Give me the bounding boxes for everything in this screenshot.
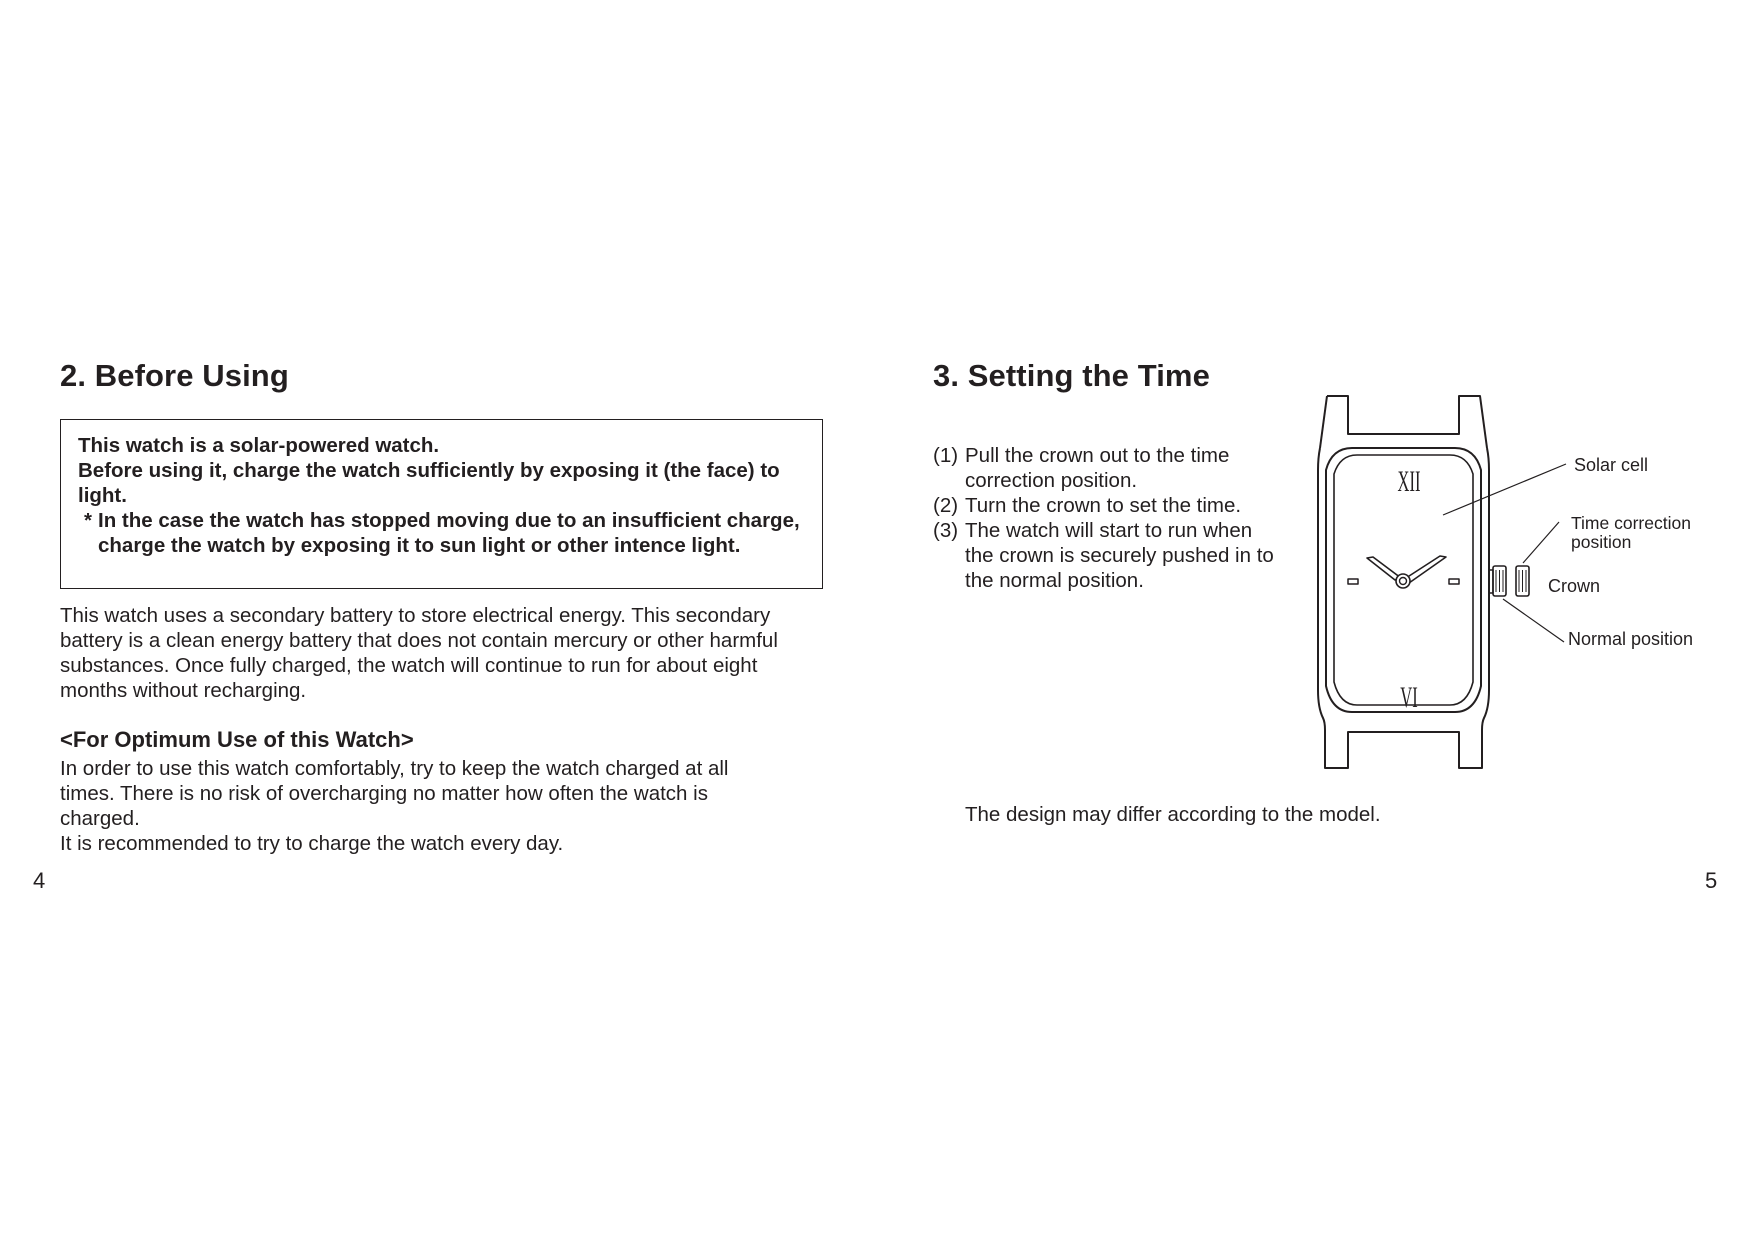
step-text: Pull the crown out to the time correction position. xyxy=(965,444,1230,492)
footnote-text: In the case the watch has stopped moving due to an insufficient charge, charge the watch by exposing it to sun light or other intence light. xyxy=(98,509,800,557)
watch-top-lugs xyxy=(1327,396,1487,448)
step-number: (3) xyxy=(933,519,959,542)
hour-hand xyxy=(1367,557,1401,580)
hour-marker-3 xyxy=(1449,579,1459,584)
hour-marker-9 xyxy=(1348,579,1358,584)
section-heading-setting-time: 3. Setting the Time xyxy=(933,358,1210,393)
hands-center-outer xyxy=(1396,574,1410,588)
label-time-correction-line2: position xyxy=(1571,532,1632,552)
label-normal-position: Normal position xyxy=(1568,629,1694,649)
page-number-left: 4 xyxy=(33,868,46,893)
page-number-right: 5 xyxy=(1705,868,1718,893)
leader-solar-cell xyxy=(1443,464,1566,515)
label-solar-cell: Solar cell xyxy=(1574,455,1649,475)
minute-hand xyxy=(1406,556,1446,583)
leader-time-correction xyxy=(1523,522,1559,563)
leader-normal-position xyxy=(1503,599,1564,642)
optimum-text: In order to use this watch comfortably, try to keep the watch charged at all times. There is no risk of overcharging no matter how often the watch is charged. xyxy=(60,757,729,830)
battery-text: This watch uses a secondary battery to store electrical energy. This secondary battery is a clean energy battery that does not contain mercury or other harmful substances. Once fully charged, the watch will continue to run for about eight months without recharging. xyxy=(60,604,778,702)
step-text: The watch will start to run when the crown is securely pushed in to the normal position. xyxy=(965,519,1274,592)
recommend-text: It is recommended to try to charge the watch every day. xyxy=(60,832,564,855)
design-note: The design may differ according to the model. xyxy=(965,803,1381,826)
notice-line-2: Before using it, charge the watch sufficiently by exposing it (the face) to light. xyxy=(78,459,780,507)
notice-line-1: This watch is a solar-powered watch. xyxy=(78,434,440,457)
optimum-use-heading: <For Optimum Use of this Watch> xyxy=(60,727,414,752)
step-number: (2) xyxy=(933,494,959,517)
label-time-correction-line1: Time correction xyxy=(1571,513,1691,533)
step-text: Turn the crown to set the time. xyxy=(965,494,1242,517)
numeral-six: VI xyxy=(1400,680,1418,715)
numeral-twelve: XII xyxy=(1397,464,1421,499)
footnote-asterisk: * xyxy=(84,509,92,532)
step-number: (1) xyxy=(933,444,959,467)
section-heading-before-using: 2. Before Using xyxy=(60,358,289,393)
label-crown: Crown xyxy=(1548,576,1601,596)
